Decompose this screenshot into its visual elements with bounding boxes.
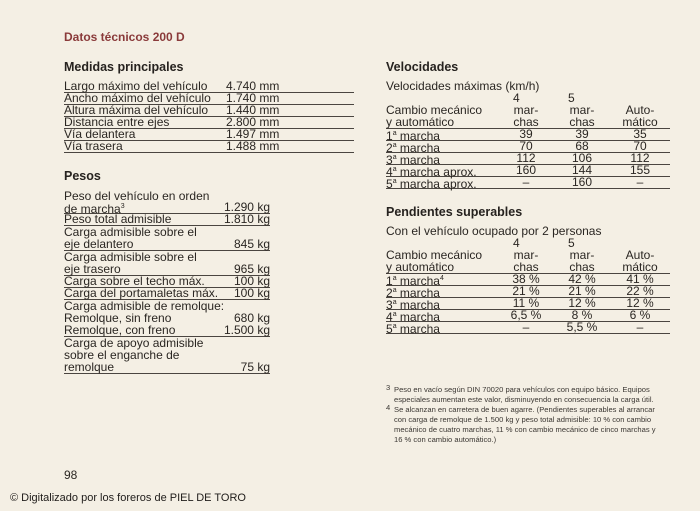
velocidades-cell-v5: 144: [571, 163, 593, 177]
pendientes-colnum-5: 5: [568, 236, 575, 250]
pendientes-row-num: 3: [386, 298, 393, 312]
pesos-row3-line1: Carga admisible sobre el: [64, 225, 197, 239]
velocidades-cell-va: 155: [629, 163, 651, 177]
velocidades-cell-va: 70: [633, 139, 647, 153]
velocidades-col5-1: mar-: [569, 103, 595, 117]
pendientes-cell-v5: 8 %: [571, 308, 593, 322]
pesos-heading: Pesos: [64, 169, 101, 183]
velocidades-cell-va: –: [636, 175, 644, 189]
pendientes-heading: Pendientes superables: [386, 205, 523, 219]
pendientes-cell-va: 22 %: [626, 284, 654, 298]
medidas-label: Vía delantera: [64, 127, 136, 141]
velocidades-cell-v5: 39: [575, 127, 589, 141]
velocidades-cell-v4: 39: [519, 127, 533, 141]
pendientes-cell-va: 6 %: [629, 308, 651, 322]
pendientes-cell-v4: –: [522, 320, 530, 334]
velocidades-row-text: marcha aprox.: [396, 165, 477, 179]
velocidades-row-ordinal: a: [392, 166, 397, 173]
pendientes-cell-v5: 42 %: [568, 272, 596, 286]
velocidades-row-label: [386, 176, 477, 190]
velocidades-row-ordinal: a: [392, 154, 397, 161]
pendientes-cell-v5: 5,5 %: [566, 320, 598, 334]
pesos-row10-value: 75 kg: [240, 360, 270, 374]
velocidades-row: [386, 176, 670, 189]
pendientes-colA-2: mático: [622, 260, 658, 274]
pendientes-row-text: marcha: [396, 274, 440, 288]
pesos-row1-line2: de marcha: [64, 202, 121, 216]
pendientes-hdr-left-2: y automático: [386, 260, 455, 274]
pendientes-row-text: marcha: [396, 286, 440, 300]
velocidades-row-num: 5: [386, 177, 393, 191]
velocidades-colnum-5: 5: [568, 91, 575, 105]
velocidades-row-ordinal: a: [392, 130, 397, 137]
pesos-row8-value: 680 kg: [233, 311, 270, 325]
pesos-row4-line2: eje trasero: [64, 262, 121, 276]
pendientes-row-num: 5: [386, 322, 393, 336]
medidas-value: 1.497 mm: [226, 127, 280, 141]
velocidades-heading: Velocidades: [386, 60, 459, 74]
pesos-row2-label: Peso total admisible: [64, 212, 172, 226]
velocidades-row-num: 1: [386, 129, 393, 143]
pesos-row1-value: 1.290 kg: [223, 200, 270, 214]
pendientes-colnum-4: 4: [513, 236, 520, 250]
pesos-row7-label: Carga admisible de remolque:: [64, 299, 225, 313]
velocidades-row-num: 2: [386, 141, 393, 155]
velocidades-cell-va: 35: [633, 127, 647, 141]
velocidades-cell-v5: 68: [575, 139, 589, 153]
pesos-row5-value: 100 kg: [233, 274, 270, 288]
footnote-3-mark: 3: [386, 383, 391, 392]
medidas-value: 1.740 mm: [226, 91, 280, 105]
velocidades-cell-v4: 112: [516, 151, 536, 165]
medidas-value: 4.740 mm: [226, 79, 280, 93]
pesos-row9-label: Remolque, con freno: [64, 323, 176, 337]
velocidades-row-num: 3: [386, 153, 393, 167]
pendientes-col5-2: chas: [569, 260, 595, 274]
credit-line: © Digitalizado por los foreros de PIEL DE TORO: [10, 492, 246, 504]
velocidades-col4-2: chas: [513, 115, 539, 129]
medidas-value: 1.488 mm: [226, 139, 280, 153]
velocidades-row-ordinal: a: [392, 142, 397, 149]
pendientes-subheading: Con el vehículo ocupado por 2 personas: [386, 224, 602, 238]
velocidades-cell-v4: –: [522, 175, 530, 189]
velocidades-row-text: marcha: [396, 153, 440, 167]
pesos-row6-value: 100 kg: [233, 286, 270, 300]
pesos-row3-value: 845 kg: [233, 237, 270, 251]
pesos-row2-value: 1.810 kg: [223, 212, 270, 226]
pendientes-colA-1: Auto-: [625, 248, 655, 262]
velocidades-row-text: marcha aprox.: [396, 177, 477, 191]
pendientes-cell-v4: 21 %: [512, 284, 540, 298]
pendientes-cell-va: 41 %: [626, 272, 654, 286]
pendientes-col4-1: mar-: [513, 248, 539, 262]
pendientes-row-ordinal: a: [392, 275, 397, 282]
velocidades-colA-2: mático: [622, 115, 658, 129]
pesos-row3-line2: eje delantero: [64, 237, 134, 251]
pesos-row6-label: Carga del portamaletas máx.: [64, 286, 219, 300]
medidas-row: [64, 140, 354, 153]
velocidades-colA-1: Auto-: [625, 103, 655, 117]
pesos-row4-value: 965 kg: [233, 262, 270, 276]
pesos-row8-label: Remolque, sin freno: [64, 311, 172, 325]
pendientes-cell-v5: 21 %: [568, 284, 596, 298]
pendientes-row-num: 4: [386, 310, 393, 324]
pesos-row1-line1: Peso del vehículo en orden: [64, 189, 210, 203]
medidas-label: Largo máximo del vehículo: [64, 79, 208, 93]
pendientes-col4-2: chas: [513, 260, 539, 274]
velocidades-col5-2: chas: [569, 115, 595, 129]
pesos-row5-label: Carga sobre el techo máx.: [64, 274, 205, 288]
velocidades-row-text: marcha: [396, 129, 440, 143]
medidas-value: 1.440 mm: [226, 103, 280, 117]
pesos-row10-line2: sobre el enganche de: [64, 348, 180, 362]
pendientes-row-num: 1: [386, 274, 393, 288]
pendientes-row-text: marcha: [396, 310, 440, 324]
page-number: 98: [64, 468, 78, 482]
pendientes-row-footnote-mark: 4: [439, 275, 444, 282]
pendientes-row-label: [386, 321, 440, 335]
velocidades-hdr-left-1: Cambio mecánico: [386, 103, 483, 117]
pendientes-row-num: 2: [386, 286, 393, 300]
pendientes-col5-1: mar-: [569, 248, 595, 262]
footnote-4-line3: mecánico de cuatro marchas, 11 % con cambio mecánico de cinco marchas y: [394, 425, 656, 434]
footnote-4-line4: 16 % con cambio automático.): [394, 435, 497, 444]
velocidades-hdr-left-2: y automático: [386, 115, 455, 129]
pendientes-row-ordinal: a: [392, 311, 397, 318]
velocidades-cell-v5: 106: [571, 151, 593, 165]
velocidades-row-num: 4: [386, 165, 393, 179]
medidas-label: Vía trasera: [64, 139, 123, 153]
medidas-label: Altura máxima del vehículo: [64, 103, 209, 117]
pendientes-cell-v5: 12 %: [568, 296, 596, 310]
velocidades-cell-v4: 160: [515, 163, 537, 177]
medidas-value: 2.800 mm: [226, 115, 280, 129]
velocidades-colnum-4: 4: [513, 91, 520, 105]
pesos-row1-sup: 3: [120, 203, 125, 210]
velocidades-row-ordinal: a: [392, 178, 397, 185]
pesos-row10-line1: Carga de apoyo admisible: [64, 336, 204, 350]
pesos-row4-line1: Carga admisible sobre el: [64, 250, 197, 264]
velocidades-cell-v5: 160: [571, 175, 593, 189]
footnote-4-line2: con carga de remolque de 1.500 kg y peso total admisible: 10 % con cambio: [394, 415, 652, 424]
pendientes-hdr-left-1: Cambio mecánico: [386, 248, 483, 262]
pendientes-row-ordinal: a: [392, 287, 397, 294]
footnote-4-mark: 4: [386, 403, 391, 412]
footnote-3-line2: especiales aumentan este valor, disminuyendo en consecuencia la carga útil.: [394, 395, 654, 404]
pendientes-row-ordinal: a: [392, 299, 397, 306]
medidas-heading: Medidas principales: [64, 60, 184, 74]
pendientes-row: [386, 321, 670, 334]
velocidades-row-text: marcha: [396, 141, 440, 155]
footnote-3-line1: Peso en vacío según DIN 70020 para vehículos con equipo básico. Equipos: [394, 385, 650, 394]
pendientes-cell-v4: 11 %: [512, 296, 540, 310]
pesos-row10: [64, 361, 270, 374]
pendientes-row-text: marcha: [396, 298, 440, 312]
footnote-4-line1: Se alcanzan en carretera de buen agarre. (Pendientes superables al arrancar: [394, 405, 655, 414]
page-title: Datos técnicos 200 D: [64, 30, 185, 44]
velocidades-subheading: Velocidades máximas (km/h): [386, 79, 540, 93]
medidas-label: Distancia entre ejes: [64, 115, 170, 129]
velocidades-col4-1: mar-: [513, 103, 539, 117]
pesos-row9-value: 1.500 kg: [223, 323, 270, 337]
pendientes-row-ordinal: a: [392, 323, 397, 330]
velocidades-cell-v4: 70: [519, 139, 533, 153]
medidas-label: Ancho máximo del vehículo: [64, 91, 211, 105]
pendientes-cell-v4: 38 %: [512, 272, 540, 286]
pendientes-row-text: marcha: [396, 322, 440, 336]
pendientes-cell-v4: 6,5 %: [510, 308, 542, 322]
pendientes-cell-va: –: [636, 320, 644, 334]
pendientes-cell-va: 12 %: [626, 296, 654, 310]
pesos-row10-line3: remolque: [64, 360, 115, 374]
velocidades-cell-va: 112: [630, 151, 650, 165]
